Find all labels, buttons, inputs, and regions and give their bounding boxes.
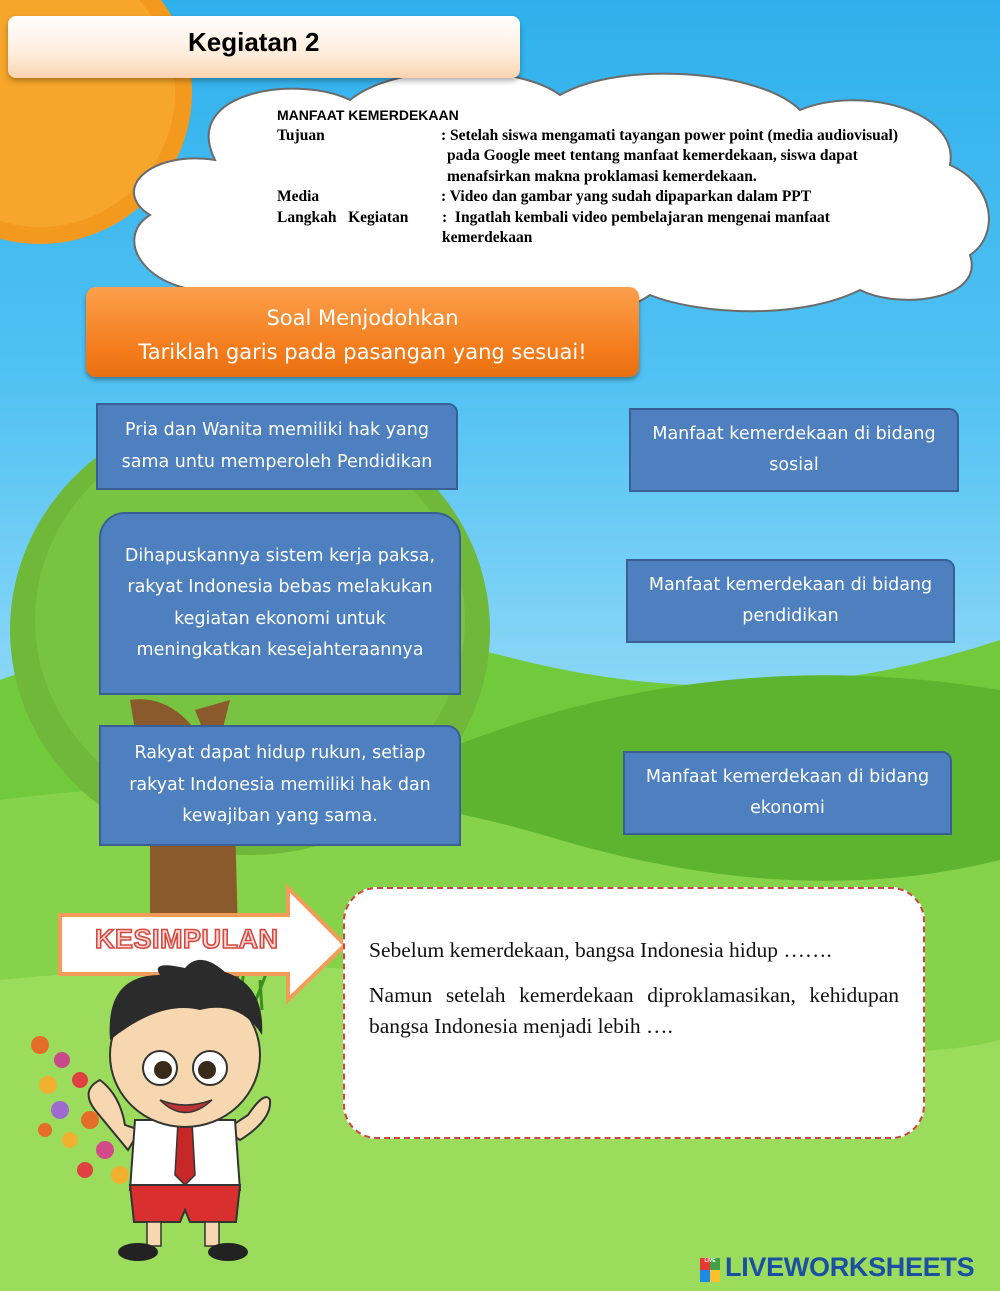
right-match-item-2[interactable]: Manfaat kemerdekaan di bidang pendidikan bbox=[626, 559, 955, 643]
info-value bbox=[441, 126, 917, 188]
info-value-text: Setelah siswa mengamati tayangan power point (media audiovisual) pada Google meet tentang manfaat kemerdekaan, siswa dapat menafsirkan makna proklamasi kemerdekaan. bbox=[447, 126, 899, 185]
liveworksheets-badge-text: LIVE bbox=[704, 1258, 716, 1264]
conclusion-paragraph-2[interactable]: Namun setelah kemerdekaan diproklamasikan, kehidupan bangsa Indonesia menjadi lebih …. bbox=[369, 983, 899, 1038]
cloud-info-block bbox=[277, 105, 917, 249]
conclusion-box bbox=[343, 887, 925, 1139]
info-row-langkah bbox=[277, 208, 917, 249]
info-heading: MANFAAT KEMERDEKAAN bbox=[277, 107, 459, 123]
right-match-item-3[interactable]: Manfaat kemerdekaan di bidang ekonomi bbox=[623, 751, 952, 835]
left-match-item-3[interactable]: Rakyat dapat hidup rukun, setiap rakyat Indonesia memiliki hak dan kewajiban yang sama. bbox=[99, 725, 461, 846]
right-match-item-1[interactable]: Manfaat kemerdekaan di bidang sosial bbox=[629, 408, 959, 492]
info-label: Langkah Kegiatan bbox=[277, 208, 409, 226]
info-sep: : bbox=[441, 188, 447, 205]
info-row-media bbox=[277, 187, 917, 208]
info-value bbox=[441, 187, 917, 208]
info-row-tujuan bbox=[277, 126, 917, 188]
info-sep: : bbox=[441, 126, 447, 144]
info-label: Media bbox=[277, 188, 320, 205]
info-label: Tujuan bbox=[277, 126, 325, 144]
left-match-item-2[interactable]: Dihapuskannya sistem kerja paksa, rakyat Indonesia bebas melakukan kegiatan ekonomi untuk meningkatkan kesejahteraannya bbox=[99, 512, 461, 695]
page-title: Kegiatan 2 bbox=[188, 27, 320, 57]
conclusion-paragraph-1[interactable]: Sebelum kemerdekaan, bangsa Indonesia hidup ……. bbox=[369, 938, 832, 962]
liveworksheets-brand[interactable]: LIVEWORKSHEETS bbox=[725, 1252, 975, 1282]
instruction-banner bbox=[86, 287, 639, 377]
kesimpulan-label: KESIMPULAN bbox=[95, 924, 279, 954]
instruction-line2: Tariklah garis pada pasangan yang sesuai! bbox=[138, 340, 587, 364]
info-sep: : bbox=[442, 208, 448, 226]
instruction-line1: Soal Menjodohkan bbox=[266, 306, 459, 330]
info-value-text: Video dan gambar yang sudah dipaparkan dalam PPT bbox=[449, 188, 812, 205]
left-match-item-1[interactable]: Pria dan Wanita memiliki hak yang sama untu memperoleh Pendidikan bbox=[96, 403, 458, 490]
info-value-text: Ingatlah kembali video pembelajaran mengenai manfaat kemerdekaan bbox=[442, 208, 830, 246]
info-value bbox=[442, 208, 917, 249]
